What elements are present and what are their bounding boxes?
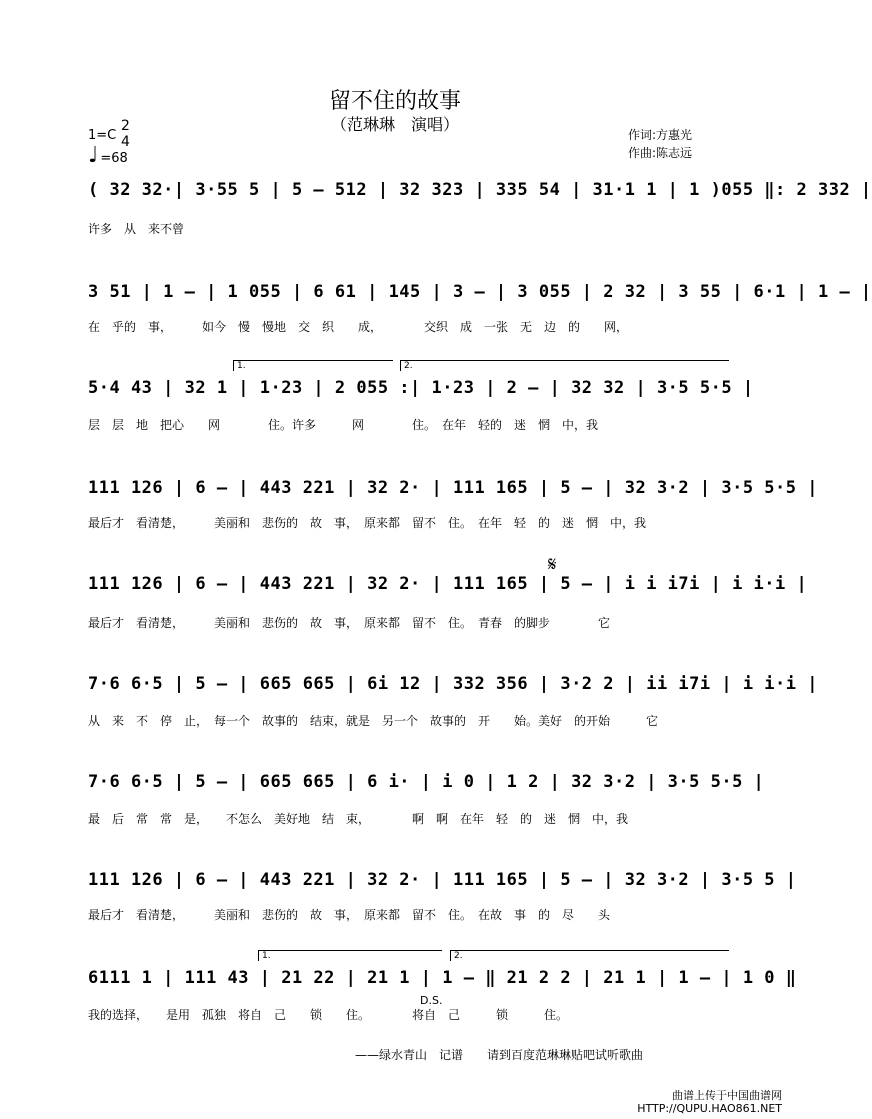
notes-line: 111 126 | 6 — | 443 221 | 32 2· | 111 165 | 5 — | i i i7i | i i·i |	[88, 574, 808, 594]
lyrics-line: 在 乎的 事， 如今 慢 慢地 交 织 成， 交织 成 一张 无 边 的 网，	[88, 320, 629, 334]
volta-2-bracket: 2.	[400, 360, 729, 371]
volta-1-bracket: 1.	[233, 360, 393, 371]
lyrics-line: 层 层 地 把心 网 住。许多 网 住。 在年 轻的 迷 惘 中，我	[88, 418, 599, 432]
meter-top: 2	[121, 118, 130, 134]
watermark-line-2: HTTP://QUPU.HAO861.NET	[637, 1102, 782, 1115]
volta-2-bracket-final: 2.	[450, 950, 729, 961]
lyrics-line: 我的选择， 是用 孤独 将自 己 锁 住。 将自 己 锁 住。	[88, 1008, 569, 1022]
dal-segno-mark: D.S.	[420, 994, 443, 1007]
lyricist: 作词:方惠光	[628, 128, 693, 142]
notes-line: 7·6 6·5 | 5 — | 665 665 | 6 i· | i 0 | 1 2 | 32 3·2 | 3·5 5·5 |	[88, 772, 765, 792]
lyrics-line: 最后才 看清楚， 美丽和 悲伤的 故 事， 原来都 留不 住。 在年 轻 的 迷 惘 中，我	[88, 516, 647, 530]
tempo-mark	[88, 143, 128, 168]
song-title: 留不住的故事	[328, 89, 461, 114]
tempo-value: =68	[100, 151, 128, 166]
quarter-note-icon: ♩	[88, 143, 99, 168]
watermark-line-1: 曲谱上传于中国曲谱网	[672, 1089, 782, 1102]
credits	[628, 126, 692, 162]
notes-line: 7·6 6·5 | 5 — | 665 665 | 6i 12 | 332 356 | 3·2 2 | ii i7i | i i·i |	[88, 674, 818, 694]
notes-line: 111 126 | 6 — | 443 221 | 32 2· | 111 165 | 5 — | 32 3·2 | 3·5 5·5 |	[88, 478, 818, 498]
notes-line: 111 126 | 6 — | 443 221 | 32 2· | 111 165 | 5 — | 32 3·2 | 3·5 5 |	[88, 870, 797, 890]
lyrics-line: 最后才 看清楚， 美丽和 悲伤的 故 事， 原来都 留不 住。 青春 的脚步 它	[88, 616, 611, 630]
meter-bottom: 4	[121, 134, 130, 150]
key-signature: 1=C	[88, 128, 117, 143]
segno-icon: 𝄋	[548, 552, 557, 576]
lyrics-line: 许多 从 来不曾	[88, 222, 185, 236]
notes-line: 6111 1 | 111 43 | 21 22 | 21 1 | 1 — ‖ 21 2 2 | 21 1 | 1 — | 1 0 ‖	[88, 968, 797, 988]
notes-line: ( 32 32·| 3·55 5 | 5 — 512 | 32 323 | 335 54 | 31·1 1 | 1 )055 ‖: 2 332 |	[88, 180, 872, 200]
lyrics-line: 最 后 常 常 是， 不怎么 美好地 结 束， 啊 啊 在年 轻 的 迷 惘 中，我	[88, 812, 629, 826]
volta-1-bracket-final: 1.	[258, 950, 442, 961]
lyrics-line: 从 来 不 停 止， 每一个 故事的 结束，就是 另一个 故事的 开 始。美好 的开始 它	[88, 714, 659, 728]
notes-line: 5·4 43 | 32 1 | 1·23 | 2 055 :| 1·23 | 2 — | 32 32 | 3·5 5·5 |	[88, 378, 754, 398]
transcriber-note: ——绿水青山 记谱 请到百度范琳琳贴吧试听歌曲	[355, 1048, 644, 1062]
notes-line: 3 51 | 1 — | 1 055 | 6 61 | 145 | 3 — | 3 055 | 2 32 | 3 55 | 6·1 | 1 — |	[88, 282, 872, 302]
site-watermark	[637, 1089, 782, 1115]
composer: 作曲:陈志远	[628, 146, 693, 160]
lyrics-line: 最后才 看清楚， 美丽和 悲伤的 故 事， 原来都 留不 住。 在故 事 的 尽 头	[88, 908, 611, 922]
song-subtitle: （范琳琳 演唱）	[330, 115, 459, 134]
